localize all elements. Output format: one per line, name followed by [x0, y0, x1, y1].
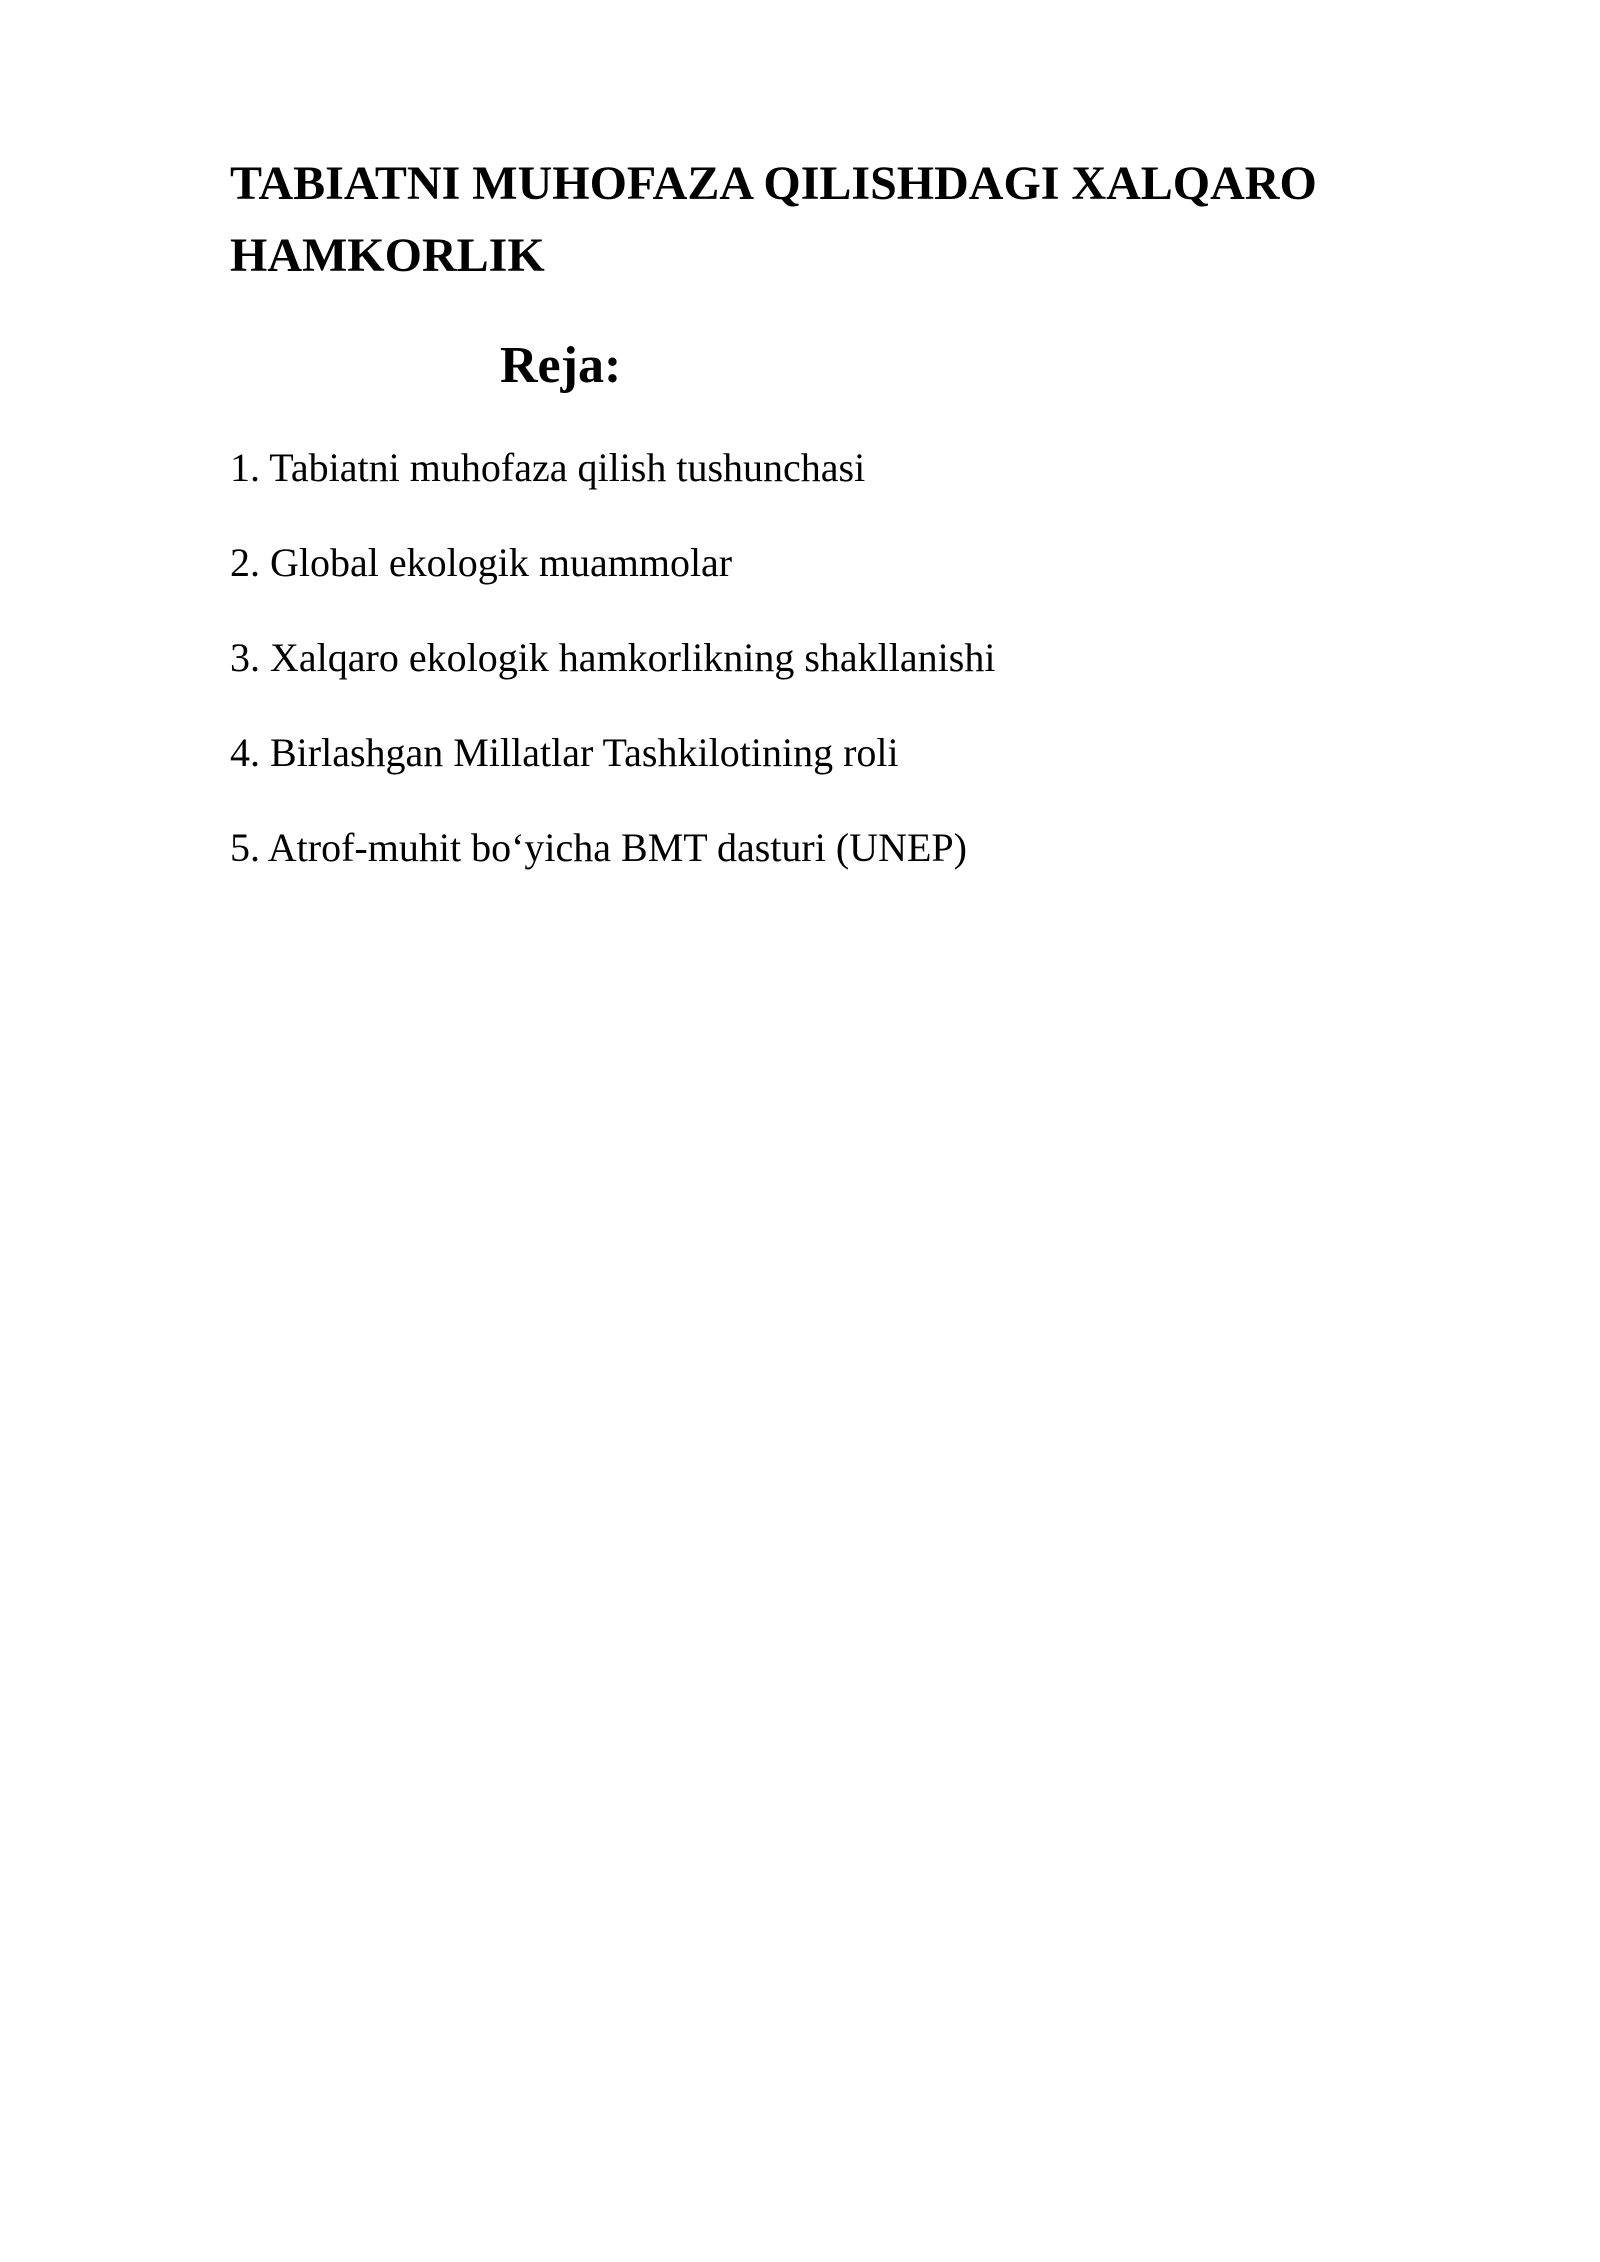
plan-item-2: 2. Global ekologik muammolar [230, 540, 733, 585]
document-title: TABIATNI MUHOFAZA QILISHDAGI XALQARO HAMKORLIK [230, 157, 1317, 282]
plan-item-4: 4. Birlashgan Millatlar Tashkilotining roli [230, 730, 899, 775]
plan-item-5: 5. Atrof-muhit bo‘yicha BMT dasturi (UNEP) [230, 825, 967, 870]
plan-item-3: 3. Xalqaro ekologik hamkorlikning shakllanishi [230, 635, 996, 680]
plan-heading: Reja: [500, 337, 622, 394]
plan-list [230, 440, 995, 915]
plan-item-1: 1. Tabiatni muhofaza qilish tushunchasi [230, 445, 866, 490]
